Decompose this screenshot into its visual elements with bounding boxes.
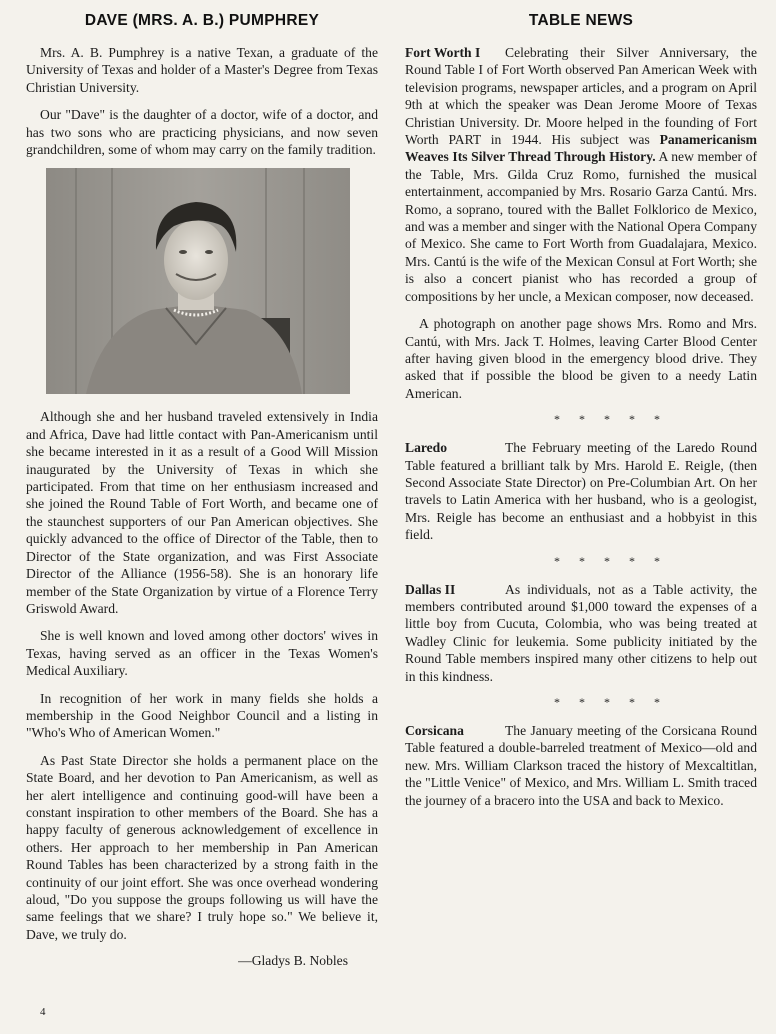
news-text: Dallas II As individuals, not as a Table activity, the members contributed around $1,000 toward the expenses of a little boy from Cucuta, Colombia, who was being treated at Wadley Clinic for leukemia. Some publicity initiated by the Round Table members inspired many other citizens to help out in this kindness. [405,581,757,684]
news-item-laredo [405,439,757,543]
profile-paragraph: Although she and her husband traveled extensively in India and Africa, Dave had little contact with Pan-Americanism until she became interested in it as a result of a Good Will Mission inaugurated by the University of Texas in which she participated. From that time on her enthusiasm increased and she joined the Round Table of Fort Worth, and became one of the staunchest supporters of our Pan American objectives. She quickly advanced to the office of Director of the Table, then to Director of the State organization, and was First Associate Director of the Alliance (1956-58). She is an honorary life member of the State Organization by virtue of a Florence Terry Griswold Award. [26,409,378,616]
right-column [405,8,757,819]
section-divider: * * * * * [554,412,668,427]
talk-title: Panamericanism Weaves Its Silver Thread Through History. [405,132,757,165]
profile-paragraph: In recognition of her work in many fields she holds a membership in the Good Neighbor Council and a listing in "Who's Who of American Women." [26,690,378,741]
profile-headline: DAVE (MRS. A. B.) PUMPHREY [84,12,320,29]
news-text: Fort Worth I Celebrating their Silver Anniversary, the Round Table I of Fort Worth observed Pan American Week with television programs, newspaper articles, and a program on April 9th at which the speaker was Dean Jerome Moore of Texas Christian University. Dr. Moore helped in the founding of Fort Worth PART in 1944. His subject was Panamericanism Weaves Its Silver Thread Through History. A new member of the Table, Mrs. Gilda Cruz Romo, furnished the musical entertainment, accompanied by Mrs. Rosario Garza Cantú. Mrs. Romo, a soprano, toured with the Ballet Folklorico de Mexico, and was a member and singer with the National Opera Company of Mexico. She came to Fort Worth from Guadalajara, Mexico. Mrs. Cantú is the wife of the Mexican Consul at Fort Worth; she is also a concert pianist who has recorded a group of compositions by her uncle, a Mexican composer, now deceased. [405,45,758,304]
portrait-photo [46,168,350,394]
profile-paragraph: As Past State Director she holds a permanent place on the State Board, and her devotion to Pan Americanism, as well as her alert intelligence and continuing good-will have been a constant inspiration to other members of the Board. She has a happy faculty of generous acknowledgement of excellence in others. Her approach to her membership in Pan American Round Tables has been characterized by a strong faith in the continuity of our joint effort. She was once overhead wondering aloud, "Do you suppose the groups following us will have the same feelings that we share? I truly hope so." We believe it, Dave, we truly do. [26,752,378,942]
news-item-corsicana [405,722,757,809]
news-text: A photograph on another page shows Mrs. Romo and Mrs. Cantú, with Mrs. Jack T. Holmes, leaving Carter Blood Center after having given blood in the emergency blood drive. They asked that if possible the blood be given to a needy Latin American. [405,316,757,401]
city-label: Dallas II [405,581,456,597]
news-item-fort-worth [405,44,757,402]
news-item-dallas [405,581,757,685]
table-news-headline: TABLE NEWS [528,12,634,29]
section-divider: * * * * * [554,553,668,568]
author-signature: —Gladys B. Nobles [238,953,348,969]
profile-paragraph: She is well known and loved among other doctors' wives in Texas, having served as an officer in the Texas Women's Medical Auxiliary. [26,628,378,679]
news-text: Corsicana The January meeting of the Corsicana Round Table featured a double-barreled treatment of Mexico—old and new. Mrs. William Clarkson traced the history of Mexcaltitlan, the "Little Venice" of Mexico, and Mrs. William L. Smith traced the journey of a bracero into the USA and back to Mexico. [405,723,757,808]
profile-paragraph: Our "Dave" is the daughter of a doctor, wife of a doctor, and has two sons who are practicing physicians, and now seven grandchildren, some of whom may carry on the family tradition. [26,107,378,158]
left-column [26,8,378,969]
city-label: Fort Worth I [405,45,481,60]
city-label: Laredo [405,440,448,456]
profile-paragraph: Mrs. A. B. Pumphrey is a native Texan, a graduate of the University of Texas and holder of a Master's Degree from Texas Christian University. [26,45,378,95]
news-text: Laredo The February meeting of the Laredo Round Table featured a brilliant talk by Mrs. Harold E. Reigle, (then Second Associate State Director) on Pre-Columbian Art. On her travels to Latin America with her husband, who is a geologist, Mrs. Reigle has become an enthusiast and a hobbyist in this field. [405,440,757,543]
page-number: 4 [40,1006,46,1018]
section-divider: * * * * * [554,695,668,709]
city-label: Corsicana [405,723,464,738]
